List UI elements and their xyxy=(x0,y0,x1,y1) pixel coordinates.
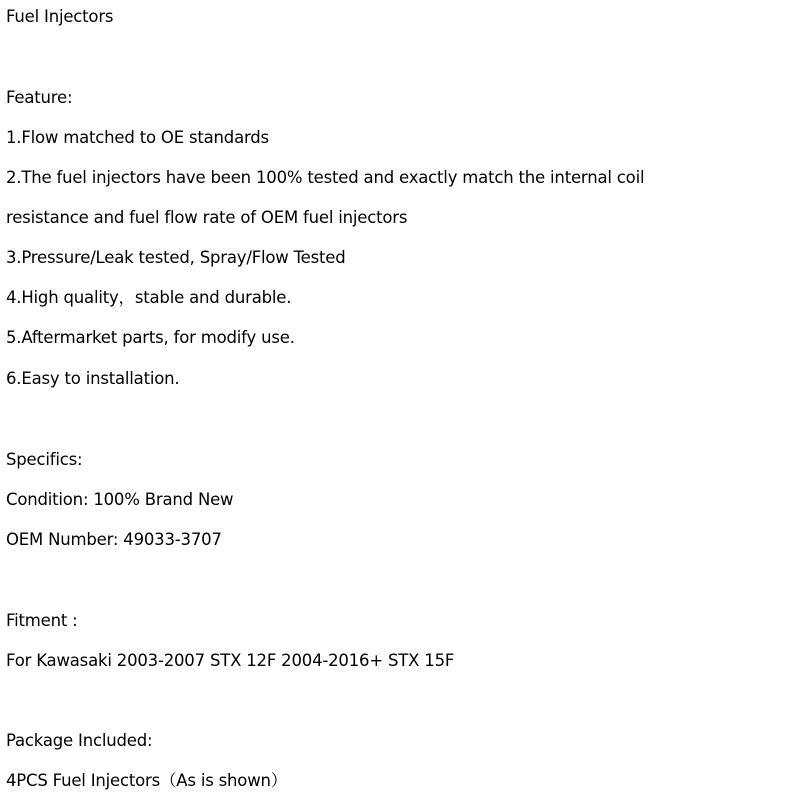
oem-number-text: OEM Number: 49033-3707 xyxy=(6,530,222,549)
fitment-heading: Fitment : xyxy=(6,611,78,630)
fitment-text: For Kawasaki 2003-2007 STX 12F 2004-2016+ STX 15F xyxy=(6,651,455,670)
feature-item: 1.Flow matched to OE standards xyxy=(6,128,269,147)
page-title: Fuel Injectors xyxy=(6,7,114,26)
feature-item: 3.Pressure/Leak tested, Spray/Flow Tested xyxy=(6,248,346,267)
package-heading: Package Included: xyxy=(6,731,153,750)
feature-heading: Feature: xyxy=(6,88,73,107)
feature-item: 2.The fuel injectors have been 100% tested and exactly match the internal coil xyxy=(6,168,645,187)
feature-item: 4.High quality，stable and durable. xyxy=(6,288,292,307)
package-text: 4PCS Fuel Injectors（As is shown） xyxy=(6,771,288,790)
feature-item: 5.Aftermarket parts, for modify use. xyxy=(6,328,295,347)
specifics-heading: Specifics: xyxy=(6,450,83,469)
feature-item-continued: resistance and fuel flow rate of OEM fuel injectors xyxy=(6,208,408,227)
condition-text: Condition: 100% Brand New xyxy=(6,490,234,509)
feature-item: 6.Easy to installation. xyxy=(6,369,180,388)
